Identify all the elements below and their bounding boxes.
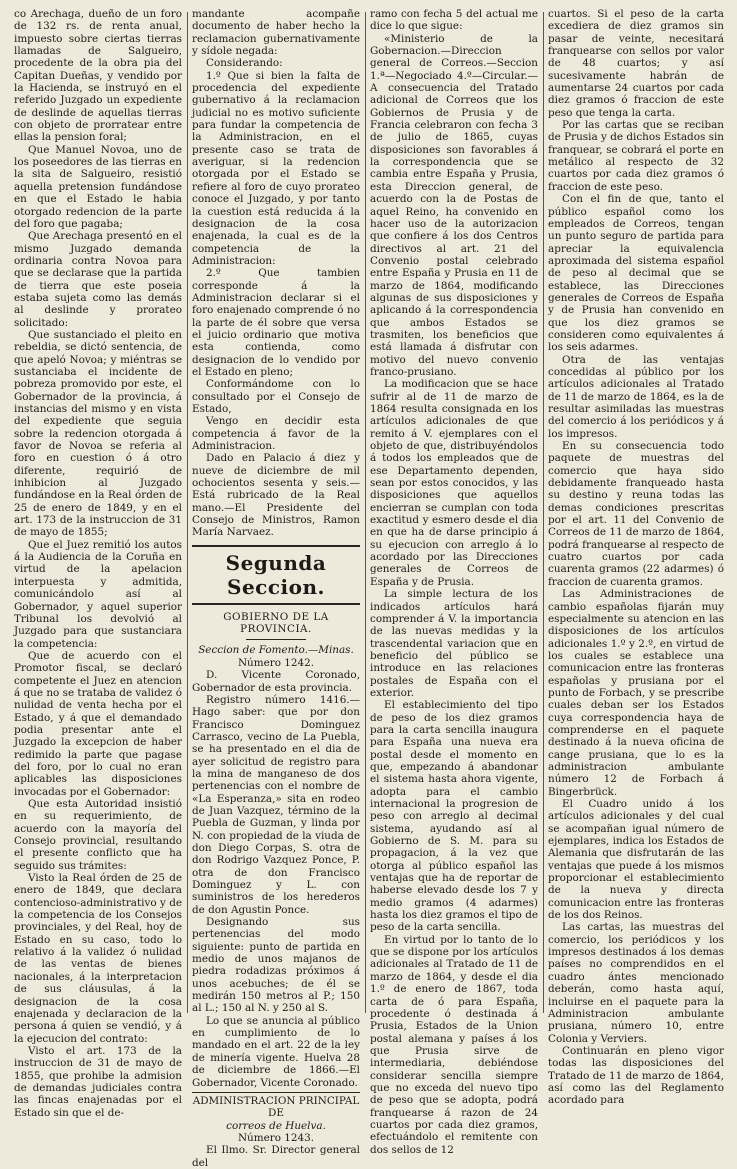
fomento-heading: Seccion de Fomento.—Minas. [198,644,354,657]
paragraph: Continuarán en pleno vigor todas las disposiciones del Tratado de 11 de marzo de 1864, así como las del Reglamento acordado para [548,1044,724,1107]
paragraph: Las Administraciones de cambio españolas fijarán muy especialmente su atencion en las disposiciones de los artículos adicionales 1.º y 2.º, en virtud de los cuales se establece una comunicacion entre las fronteras españolas y prusiana por el punto de Forbach, y se prescribe cuales deban ser los Estados cuya correspondencia haya de comprenderse en el paquete destinado á la nueva oficina de cange prusiana, que lo es la administracion ambulante número 12 de Forbach á Bingerbrück. [548,588,724,798]
paragraph: mandante acompañe documento de haber hecho la reclamacion gubernativamente y sídole negada: [192,8,360,58]
paragraph: 2.º Que tambien corresponde á la Administracion declarar si el foro enajenado comprende ó no la parte de él sobre que versa el juicio ordinario que motiva esta contienda, como designacion de lo vendido por el Estado en pleno; [192,267,360,378]
paragraph: Visto la Real órden de 25 de enero de 1849, que declara contencioso-administrativo y de la competencia de los Consejos provinciales, y del Real, hoy de Estado en su caso, todo lo relativo á la validez ó nulidad de las ventas de bienes nacionales, á la interpretacion de sus cláusulas, á la designacion de la cosa enajenada y declaracion de la persona á quien se vendió, y á la ejecucion del contrato: [14,872,182,1045]
paragraph: Visto el art. 173 de la instruccion de 31 de mayo de 1855, que prohibe la admision de demandas judiciales contra las fincas enajenadas por el Estado sin que el de- [14,1044,182,1119]
notice-number: Número 1242. [237,656,315,669]
paragraph: Con el fin de que, tanto el público español como los empleados de Correos, tengan un punto seguro de partida para apreciar la equivalencia aproximada del sistema español de peso al decimal que se establece, las Direcciones generales de Correos de España y de Prusia han convenido en que los diez gramos se consideren como equivalentes á los seis adarmes. [548,193,724,354]
paragraph: La simple lectura de los indicados artículos hará comprender á V. la importancia de las nuevas medidas y la trascendental variacion que en beneficio del público se introduce en las relaciones postales de España con el exterior. [370,588,538,699]
paragraph: Designando sus pertenencias del modo siguiente: punto de partida en medio de unos majanos de piedra rodadizas próximos á unos acebuches; de él se medirán 150 metros al P.; 150 al L.; 150 al N. y 250 al S. [192,916,360,1015]
paragraph: cuartos. Si el peso de la carta excediera de diez gramos sin pasar de veinte, necesitará franquearse con sellos por valor de 48 cuartos; y así sucesivamente habrán de aumentarse 24 cuartos por cada diez gramos ó fraccion de este peso que tenga la carta. [548,8,724,119]
admin-subheading: correos de Huelva. [226,1119,326,1132]
column-rule [187,12,188,1013]
paragraph: Lo que se anuncia al público en cumplimiento de lo mandado en el art. 22 de la ley de minería vigente. Huelva 28 de diciembre de 1866.—El Gobernador, Vicente Coronado. [192,1014,360,1089]
paragraph: Vengo en decidir esta competencia á favor de la Administracion. [192,415,360,453]
paragraph: Considerando: [206,57,283,70]
paragraph: Conformándome con lo consultado por el Consejo de Estado, [192,378,360,415]
notice-number: Número 1243. [237,1131,315,1144]
paragraph: Dado en Palacio á diez y nueve de diciembre de mil ochocientos sesenta y seis.—Está rubricado de la Real mano.—El Presidente del Consejo de Ministros, Ramon María Narvaez. [192,452,360,539]
paragraph: Que Manuel Novoa, uno de los poseedores de las tierras en la sita de Salgueiro, resistió aquella pretension fundándose en que el Estado le habia otorgado redencion de la parte del foro que pagaba; [14,143,182,230]
paragraph: «Ministerio de la Gobernacion.—Direccion general de Correos.—Seccion 1.ª—Negociado 4.º—Circular.—A consecuencia del Tratado adicional de Correos que los Gobiernos de Prusia y de Francia celebraron con fecha 3 de julio de 1865, cuyas disposiciones son favorables á la correspondencia que se cambia entre España y Prusia, esta Direccion general, de acuerdo con la de Postas de aquel Reino, ha convenido en hacer uso de la autorizacion que confiere á los dos Centros directivos al art. 21 del Convenio postal celebrado entre España y Prusia en 11 de marzo de 1864, modificando algunas de sus disposiciones y aplicando á la correspondencia que ambos Estados se trasmiten, los beneficios que está llamada á disfrutar con motivo del nuevo convenio franco-prusiano. [370,32,538,378]
column-1 [14,8,182,1119]
paragraph: Que sustanciado el pleito en rebeldia, se dictó sentencia, de que apeló Novoa; y miéntras se sustanciaba el incidente de pobreza promovido por este, el Gobernador de la provincia, á instancias del mismo y en vista del expediente que seguia sobre la redencion otorgada á favor de Novoa se referia al foro en cuestion ó á otro diferente, requirió de inhibicion al Juzgado fundándose en la Real órden de 25 de enero de 1849, y en el art. 173 de la instruccion de 31 de mayo de 1855; [14,328,182,539]
paragraph: Registro número 1416.—Hago saber: que por don Francisco Dominguez Carrasco, vecino de La Puebla, se ha presentado en el dia de ayer solicitud de registro para la mina de manganeso de dos pertenencias con el nombre de «La Esperanza,» sita en rodeo de Juan Vazquez, término de la Puebla de Guzman, y linda por N. con propiedad de la viuda de don Diego Corpas, S. otra de don Rodrigo Vazquez Ponce, P. otra de don Francisco Dominguez y L. con suministros de los herederos de don Agustin Ponce. [192,693,360,916]
paragraph: En virtud por lo tanto de lo que se dispone por los artículos adicionales al Tratado de 11 de marzo de 1864, y desde el dia 1.º de enero de 1867, toda carta de ó para España, procedente ó destinada á Prusia, Estados de la Union postal alemana y países á los que Prusia sirve de intermediaria, debiéndose considerar sencilla siempre que no exceda del nuevo tipo de peso que se adopta, podrá franquearse á razon de 24 cuartos por cada diez gramos, efectuándolo el remitente con dos sellos de 12 [370,933,538,1156]
column-2 [192,8,360,1169]
paragraph: El Ilmo. Sr. Director general del [192,1144,360,1169]
paragraph: La modificacion que se hace sufrir al de 11 de marzo de 1864 resulta consignada en los artículos adicionales de que remito á V. ejemplares con el objeto de que, distribuyéndolos á todos los empleados que de ese Departamento dependen, sean por estos conocidos, y las disposiciones que aquellos encierran se cumplan con toda exactitud y esmero desde el dia en que ha de darse principio á su ejecucion con arreglo á lo acordado por las Direcciones generales de Correos de España y de Prusia. [370,378,538,588]
paragraph: ramo con fecha 5 del actual me dice lo que sigue: [370,8,538,33]
paragraph: Que Arechaga presentó en el mismo Juzgado demanda ordinaria contra Novoa para que se declarase que la partida de tierra que este poseia estaba sujeta como las demás al deslinde y prorateo solicitado: [14,230,182,329]
government-heading: GOBIERNO DE LA PROVINCIA. [223,610,329,636]
divider [246,639,306,640]
paragraph: co Arechaga, dueño de un foro de 132 rs. de renta anual, impuesto sobre ciertas tierras llamadas de Salgueiro, procedente de la obra pia del Capitan Dueñas, y vendido por la Hacienda, se instruyó en el referido Juzgado un expediente de deslinde de aquellas tierras con objeto de prorratear entre ellas la pension foral; [14,8,182,144]
paragraph: El Cuadro unido á los artículos adicionales y del cual se acompañan igual número de ejemplares, indica los Estados de Alemania que disfrutarán de las ventajas que puede á los mismos proporcionar el establecimiento de la nueva y directa comunicacion entre las fronteras de los dos Reinos. [548,798,724,922]
paragraph: Otra de las ventajas concedidas al público por los artículos adicionales al Tratado de 11 de marzo de 1864, es la de resultar asimiladas las muestras del comercio á los periódicos y á los impresos. [548,353,724,440]
column-rule [365,12,366,1013]
paragraph: En su consecuencia todo paquete de muestras del comercio que haya sido debidamente franqueado hasta su destino y reuna todas las demas condiciones prescritas por el art. 11 del Convenio de Correos de 11 de marzo de 1864, podrá franquearse al respecto de cuatro cuartos por cada cuarenta gramos (22 adarmes) ó fraccion de cuarenta gramos. [548,440,724,588]
column-3 [370,8,538,1156]
paragraph: El establecimiento del tipo de peso de los diez gramos para la carta sencilla inaugura para España una nueva era postal desde el momento en que, empezando á abandonar el sistema hasta ahora vigente, adopta para el cambio internacional la progresion de peso con arreglo al decimal sistema, ayudando así al Gobierno de S. M. para su propagacion, á la vez que otorga al público español las ventajas que ha de reportar de haberse elevado desde los 7 y medio gramos (4 adarmes) hasta los diez gramos el tipo de peso de la carta sencilla. [370,699,538,934]
column-4 [548,8,724,1107]
paragraph: D. Vicente Coronado, Gobernador de esta provincia. [192,669,360,694]
columns [14,8,727,1169]
admin-heading: ADMINISTRACION PRINCIPAL DE [192,1092,360,1120]
paragraph: Que de acuerdo con el Promotor fiscal, se declaró competente el Juez en atencion á que no se trataba de validez ó nulidad de venta hecha por el Estado, y á que el demandado podia presentar ante el Juzgado la excepcion de haber redimido la parte que pagase del foro, por lo cual no eran aplicables las disposiciones invocadas por el Gobernador: [14,649,182,798]
paragraph: Que el Juez remitió los autos á la Audiencia de la Coruña en virtud de la apelacion interpuesta y admitida, comunicándolo así al Gobernador, y aquel superior Tribunal los devolvió al Juzgado para que sustanciara la competencia: [14,538,182,650]
paragraph: Por las cartas que se reciban de Prusia y de dichos Estados sin franquear, se cobrará el porte en metálico al respecto de 32 cuartos por cada diez gramos ó fraccion de este peso. [548,119,724,193]
column-rule [543,12,544,1013]
paragraph: Las cartas, las muestras del comercio, los periódicos y los impresos destinados á los demas países no comprendidos en el cuadro ántes mencionado deberán, como hasta aquí, incluirse en el paquete para la Administracion ambulante prusiana, número 10, entre Colonia y Verviers. [548,921,724,1045]
paragraph: 1.º Que si bien la falta de procedencia del expediente gubernativo á la reclamacion judicial no es motivo suficiente para fundar la competencia de la Administracion, en el presente caso se trata de averiguar, si la redencion otorgada por el Estado se refiere al foro de cuyo prorateo conoce el Juzgado, y por tanto la cuestion está reducida á la designacion de la cosa enajenada, la cual es de la competencia de la Administracion: [192,69,360,267]
section-title: Segunda Seccion. [192,545,360,605]
paragraph: Que esta Autoridad insistió en su requerimiento, de acuerdo con la mayoría del Consejo provincial, resultando el presente conflicto que ha seguido sus trámites: [14,798,182,872]
